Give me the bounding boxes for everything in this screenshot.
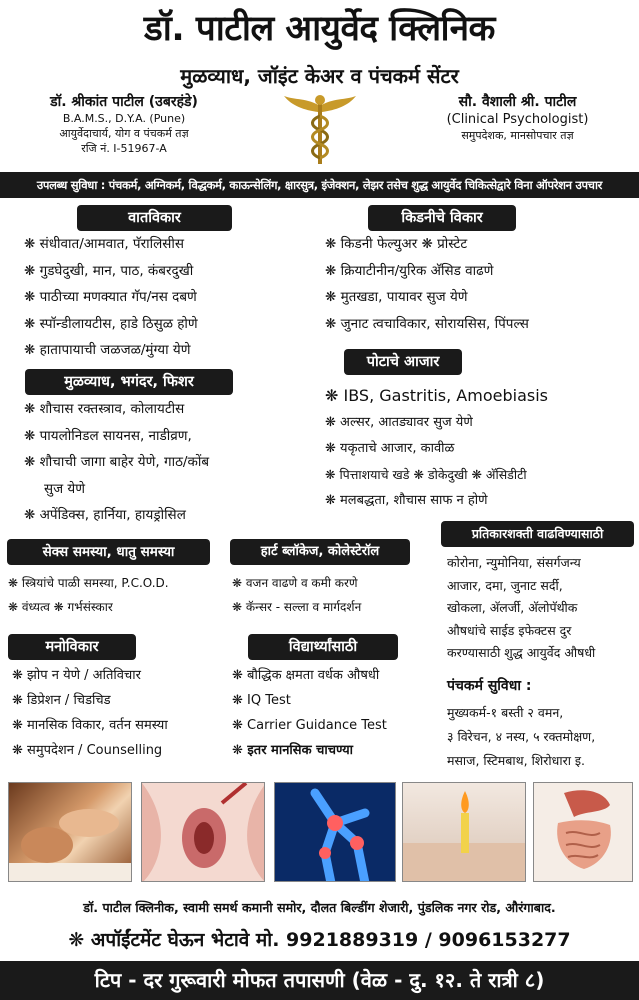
list-item: ❋ मानसिक विकार, वर्तन समस्या	[12, 718, 168, 733]
heading-mental: मनोविकार	[8, 634, 136, 660]
list-item: ❋ क्रियाटीनीन/युरिक अ‍ॅसिड वाढणे	[325, 262, 494, 279]
list-item: ❋ वंध्यत्व ❋ गर्भसंस्कार	[8, 600, 113, 614]
agnikarma-image	[402, 782, 526, 882]
list-item: ❋ वजन वाढणे व कमी करणे	[232, 576, 358, 590]
doctor-right-block	[400, 93, 635, 143]
doctor-right-degree: (Clinical Psychologist)	[446, 112, 589, 127]
list-sex	[8, 571, 169, 619]
list-students	[232, 663, 387, 763]
list-item: ❋ Carrier Guidance Test	[232, 718, 387, 733]
immunity-line: आजार, दमा, जुनाट सर्दी,	[447, 577, 563, 593]
heading-sex: सेक्स समस्या, धातु समस्या	[7, 539, 210, 565]
list-vaat	[24, 231, 198, 364]
list-item: ❋ मलबद्धता, शौचास साफ न होणे	[325, 493, 488, 508]
caduceus-icon	[282, 92, 358, 166]
massage-image	[8, 782, 132, 882]
anorectal-image	[141, 782, 265, 882]
immunity-text	[447, 552, 595, 665]
doctor-left-block	[8, 93, 240, 156]
clinic-subtitle: मुळव्याध, जॉइंट केअर व पंचकर्म सेंटर	[180, 64, 459, 88]
list-item: ❋ अल्सर, आतड्यावर सुज येणे	[325, 415, 473, 430]
heading-piles: मुळव्याध, भगंदर, फिशर	[25, 369, 233, 395]
panchakarma-title: पंचकर्म सुविधा :	[447, 678, 532, 694]
list-item: ❋ शौचास रक्तस्त्राव, कोलायटीस	[24, 401, 185, 417]
doctor-right-specialty: समुपदेशक, मानसोपचार तज्ञ	[461, 129, 574, 142]
list-piles	[24, 396, 209, 529]
list-item: ❋ डिप्रेशन / चिडचिड	[12, 693, 111, 708]
list-item: ❋ स्पॉन्डीलायटीस, हाडे ठिसुळ होणे	[24, 315, 198, 332]
list-item: ❋ हातापायाची जळजळ/मुंग्या येणे	[24, 342, 191, 358]
doctor-left-name: डॉ. श्रीकांत पाटील (उबरहंडे)	[50, 94, 198, 110]
immunity-line: करण्यासाठी शुद्ध आयुर्वेद औषधी	[447, 645, 596, 660]
list-item: ❋ शौचाची जागा बाहेर येणे, गाठ/कोंब	[24, 454, 210, 470]
digestive-system-image	[533, 782, 633, 882]
footer-note: टिप - दर गुरूवारी मोफत तपासणी (वेळ - दु. १२. ते रात्री ८)	[0, 961, 639, 1000]
list-item: ❋ यकृताचे आजार, कावीळ	[325, 441, 455, 456]
appointment-phone: ❋ अपॉईंटमेंट घेऊन भेटावे मो. 9921889319 / 9096153277	[68, 929, 571, 951]
doctor-left-specialty: आयुर्वेदाचार्य, योग व पंचकर्म तज्ञ	[59, 127, 189, 140]
list-item: ❋ झोप न येणे / अतिविचार	[12, 668, 141, 683]
heading-vaat: वातविकार	[77, 205, 232, 231]
doctor-left-degree: B.A.M.S., D.Y.A. (Pune)	[62, 112, 186, 125]
clinic-title: डॉ. पाटील आयुर्वेद क्लिनिक	[144, 9, 495, 49]
list-item: ❋ मुतखडा, पायावर सुज येणे	[325, 289, 468, 305]
joint-pain-image	[274, 782, 396, 882]
list-kidney	[325, 231, 529, 337]
immunity-line: कोरोना, न्युमोनिया, संसर्गजन्य	[447, 555, 581, 570]
panchakarma-line: मुख्यकर्म-१ बस्ती २ वमन,	[447, 705, 564, 720]
panchakarma-text	[447, 701, 595, 773]
heading-immunity: प्रतिकारशक्ती वाढविण्यासाठी	[441, 521, 634, 547]
panchakarma-line: मसाज, स्टिमबाथ, शिरोधारा इ.	[447, 753, 586, 768]
list-item: ❋ बौद्धिक क्षमता वर्धक औषधी	[232, 668, 380, 683]
heading-students: विद्यार्थ्यांसाठी	[248, 634, 398, 660]
list-item: ❋ कॅन्सर - सल्ला व मार्गदर्शन	[232, 600, 362, 614]
panchakarma-line: ३ विरेचन, ४ नस्य, ५ रक्तमोक्षण,	[447, 729, 596, 744]
list-stomach	[325, 381, 548, 514]
immunity-line: औषधांचे साईड इफेक्टस दुर	[447, 622, 572, 638]
facilities-bar: उपलब्ध सुविधा : पंचकर्म, अग्निकर्म, विद्धकर्म, काऊन्सेलिंग, क्षारसुत्र, इंजेक्शन, लेझर तसेच शुद्ध आयुर्वेद चिकित्सेद्वारे विना ऑपरेशन उपचार	[0, 172, 639, 198]
list-heart	[232, 571, 361, 619]
list-item: ❋ पाठीच्या मणक्यात गॅप/नस दबणे	[24, 289, 197, 305]
list-item: सुज येणे	[44, 480, 86, 497]
list-mental	[12, 663, 168, 763]
list-item: ❋ पित्ताशयाचे खडे ❋ डोकेदुखी ❋ अ‍ॅसिडीटी	[325, 467, 527, 482]
list-item: ❋ गुडघेदुखी, मान, पाठ, कंबरदुखी	[24, 262, 194, 279]
heading-kidney: किडनीचे विकार	[368, 205, 516, 231]
list-item: ❋ किडनी फेल्युअर ❋ प्रोस्टेट	[325, 236, 468, 252]
list-item: ❋ समुपदेशन / Counselling	[12, 743, 163, 758]
list-item: ❋ पायलोनिडल सायनस, नाडीव्रण,	[24, 427, 192, 444]
list-item: ❋ अपेंडिक्स, हार्निया, हायड्रोसिल	[24, 507, 186, 523]
doctor-right-name: सौ. वैशाली श्री. पाटील	[458, 94, 577, 110]
list-item: ❋ स्त्रियांचे पाळी समस्या, P.C.O.D.	[8, 576, 169, 590]
list-item: ❋ IBS, Gastritis, Amoebiasis	[325, 386, 548, 405]
doctor-left-reg: रजि नं. I-51967-A	[81, 142, 167, 155]
list-item: ❋ इतर मानसिक चाचण्या	[232, 743, 354, 758]
list-item: ❋ IQ Test	[232, 693, 291, 708]
heading-stomach: पोटाचे आजार	[344, 349, 462, 375]
list-item: ❋ जुनाट त्वचाविकार, सोरायसिस, पिंपल्स	[325, 315, 529, 332]
clinic-address: डॉ. पाटील क्लिनीक, स्वामी समर्थ कमानी समोर, दौलत बिल्डींग शेजारी, पुंडलिक नगर रोड, औरंगाबाद.	[83, 900, 556, 915]
heading-heart: हार्ट ब्लॉकेज, कोलेस्टेरॉल	[230, 539, 410, 565]
immunity-line: खोकला, अ‍ॅलर्जी, अ‍ॅलोपॅथीक	[447, 600, 578, 615]
list-item: ❋ संधीवात/आमवात, पॅरालिसीस	[24, 236, 185, 252]
